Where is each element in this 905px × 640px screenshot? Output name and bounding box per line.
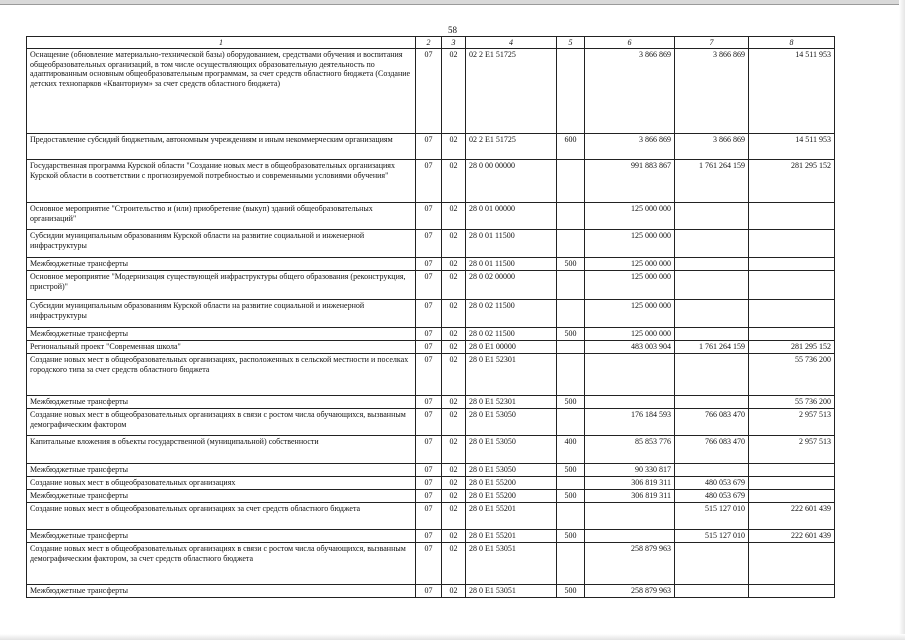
row-subsection: 02 (442, 203, 466, 230)
row-target-code: 28 0 E1 00000 (466, 341, 557, 354)
row-amount-col8: 281 295 152 (749, 160, 835, 203)
row-name: Основное мероприятие "Строительство и (или) приобретение (выкуп) зданий общеобразовательных организаций" (27, 203, 416, 230)
row-amount-col8: 281 295 152 (749, 341, 835, 354)
row-section: 07 (416, 230, 442, 258)
table-row (27, 341, 835, 354)
table-row (27, 271, 835, 300)
row-amount-col8 (749, 300, 835, 328)
row-expense-type: 500 (557, 585, 585, 598)
row-amount-col6: 125 000 000 (585, 271, 675, 300)
row-amount-col7: 515 127 010 (675, 503, 749, 530)
row-expense-type: 500 (557, 530, 585, 543)
row-name: Создание новых мест в общеобразовательных организациях (27, 477, 416, 490)
row-amount-col7: 480 053 679 (675, 477, 749, 490)
row-target-code: 28 0 E1 52301 (466, 396, 557, 409)
row-target-code: 02 2 E1 51725 (466, 134, 557, 160)
row-expense-type (557, 409, 585, 436)
row-section: 07 (416, 271, 442, 300)
row-name: Основное мероприятие "Модернизация существующей инфраструктуры общего образования (реконструкция, пристрой)" (27, 271, 416, 300)
row-amount-col6: 306 819 311 (585, 490, 675, 503)
row-section: 07 (416, 477, 442, 490)
row-section: 07 (416, 134, 442, 160)
row-subsection: 02 (442, 464, 466, 477)
row-amount-col8 (749, 477, 835, 490)
row-name: Субсидии муниципальным образованиям Курской области на развитие социальной и инженерной инфраструктуры (27, 300, 416, 328)
row-amount-col7 (675, 258, 749, 271)
row-target-code: 28 0 01 11500 (466, 230, 557, 258)
table-row (27, 354, 835, 396)
row-amount-col7 (675, 271, 749, 300)
row-amount-col6: 3 866 869 (585, 134, 675, 160)
row-subsection: 02 (442, 503, 466, 530)
row-target-code: 28 0 00 00000 (466, 160, 557, 203)
row-target-code: 28 0 E1 53051 (466, 543, 557, 585)
row-section: 07 (416, 203, 442, 230)
row-amount-col7 (675, 396, 749, 409)
row-expense-type (557, 354, 585, 396)
table-row (27, 230, 835, 258)
row-amount-col8: 14 511 953 (749, 49, 835, 134)
row-amount-col6: 306 819 311 (585, 477, 675, 490)
row-amount-col8: 222 601 439 (749, 503, 835, 530)
row-name: Создание новых мест в общеобразовательных организациях в связи с ростом числа обучающихся, вызванным демографическим фактором, за счет средств областного бюджета (27, 543, 416, 585)
page-number: 58 (448, 25, 457, 35)
row-amount-col8: 55 736 200 (749, 396, 835, 409)
row-amount-col7: 3 866 869 (675, 49, 749, 134)
row-amount-col6 (585, 530, 675, 543)
row-expense-type (557, 503, 585, 530)
row-amount-col8 (749, 490, 835, 503)
row-section: 07 (416, 490, 442, 503)
table-row (27, 396, 835, 409)
row-target-code: 02 2 E1 51725 (466, 49, 557, 134)
row-section: 07 (416, 530, 442, 543)
row-amount-col7 (675, 543, 749, 585)
row-section: 07 (416, 328, 442, 341)
table-row (27, 585, 835, 598)
table-row (27, 203, 835, 230)
row-target-code: 28 0 E1 53050 (466, 436, 557, 464)
row-amount-col8 (749, 585, 835, 598)
table-row (27, 436, 835, 464)
header-col-4: 4 (466, 37, 557, 49)
row-amount-col6: 85 853 776 (585, 436, 675, 464)
row-amount-col7: 515 127 010 (675, 530, 749, 543)
row-target-code: 28 0 E1 55201 (466, 530, 557, 543)
row-name: Создание новых мест в общеобразовательных организациях, расположенных в сельской местности и поселках городского типа за счет средств областного бюджета (27, 354, 416, 396)
row-section: 07 (416, 396, 442, 409)
row-subsection: 02 (442, 49, 466, 134)
row-expense-type: 600 (557, 134, 585, 160)
row-amount-col8 (749, 464, 835, 477)
row-amount-col7 (675, 300, 749, 328)
row-subsection: 02 (442, 490, 466, 503)
header-col-8: 8 (749, 37, 835, 49)
table-row (27, 409, 835, 436)
row-subsection: 02 (442, 258, 466, 271)
row-name: Межбюджетные трансферты (27, 530, 416, 543)
row-section: 07 (416, 160, 442, 203)
row-amount-col7 (675, 328, 749, 341)
row-section: 07 (416, 436, 442, 464)
row-expense-type (557, 160, 585, 203)
header-col-1: 1 (27, 37, 416, 49)
table-row (27, 300, 835, 328)
row-expense-type: 500 (557, 464, 585, 477)
row-amount-col8 (749, 258, 835, 271)
row-target-code: 28 0 01 00000 (466, 203, 557, 230)
row-amount-col8: 2 957 513 (749, 409, 835, 436)
row-target-code: 28 0 02 00000 (466, 271, 557, 300)
row-subsection: 02 (442, 341, 466, 354)
row-name: Создание новых мест в общеобразовательных организациях за счет средств областного бюджета (27, 503, 416, 530)
row-amount-col7 (675, 585, 749, 598)
row-amount-col6 (585, 503, 675, 530)
row-subsection: 02 (442, 409, 466, 436)
row-amount-col8 (749, 203, 835, 230)
row-amount-col7: 480 053 679 (675, 490, 749, 503)
row-name: Создание новых мест в общеобразовательных организациях в связи с ростом числа обучающихся, вызванным демографическим фактором (27, 409, 416, 436)
row-subsection: 02 (442, 160, 466, 203)
table-row (27, 490, 835, 503)
row-amount-col7: 766 083 470 (675, 436, 749, 464)
row-amount-col6: 258 879 963 (585, 543, 675, 585)
header-col-7: 7 (675, 37, 749, 49)
row-target-code: 28 0 E1 53050 (466, 409, 557, 436)
row-name: Межбюджетные трансферты (27, 258, 416, 271)
row-amount-col8: 55 736 200 (749, 354, 835, 396)
row-name: Государственная программа Курской области "Создание новых мест в общеобразовательных организациях Курской области в соответствии с прогнозируемой потребностью и современными условиями обучения" (27, 160, 416, 203)
row-name: Межбюджетные трансферты (27, 396, 416, 409)
row-amount-col6: 991 883 867 (585, 160, 675, 203)
row-amount-col6: 176 184 593 (585, 409, 675, 436)
row-amount-col8: 222 601 439 (749, 530, 835, 543)
row-amount-col8: 2 957 513 (749, 436, 835, 464)
table-row (27, 464, 835, 477)
row-amount-col6: 125 000 000 (585, 300, 675, 328)
header-col-6: 6 (585, 37, 675, 49)
row-amount-col6: 125 000 000 (585, 230, 675, 258)
row-section: 07 (416, 585, 442, 598)
scan-bottom-edge (0, 634, 905, 640)
row-expense-type: 500 (557, 258, 585, 271)
row-expense-type (557, 300, 585, 328)
header-col-5: 5 (557, 37, 585, 49)
row-section: 07 (416, 543, 442, 585)
row-amount-col6: 483 003 904 (585, 341, 675, 354)
row-amount-col7 (675, 464, 749, 477)
row-subsection: 02 (442, 134, 466, 160)
row-target-code: 28 0 E1 55201 (466, 503, 557, 530)
row-expense-type (557, 477, 585, 490)
row-expense-type (557, 543, 585, 585)
row-expense-type (557, 271, 585, 300)
budget-table (26, 36, 835, 598)
row-target-code: 28 0 E1 53050 (466, 464, 557, 477)
row-expense-type: 500 (557, 328, 585, 341)
row-amount-col8: 14 511 953 (749, 134, 835, 160)
row-name: Региональный проект "Современная школа" (27, 341, 416, 354)
table-row (27, 543, 835, 585)
row-target-code: 28 0 E1 55200 (466, 490, 557, 503)
row-section: 07 (416, 354, 442, 396)
scan-top-line (0, 4, 905, 5)
row-subsection: 02 (442, 328, 466, 341)
row-amount-col7 (675, 203, 749, 230)
row-name: Предоставление субсидий бюджетным, автономным учреждениям и иным некоммерческим организациям (27, 134, 416, 160)
row-amount-col8 (749, 230, 835, 258)
row-name: Межбюджетные трансферты (27, 328, 416, 341)
row-name: Межбюджетные трансферты (27, 464, 416, 477)
header-col-2: 2 (416, 37, 442, 49)
table-row (27, 160, 835, 203)
table-row (27, 477, 835, 490)
row-amount-col8 (749, 543, 835, 585)
table-header-row (27, 37, 835, 49)
row-target-code: 28 0 01 11500 (466, 258, 557, 271)
row-amount-col8 (749, 328, 835, 341)
row-subsection: 02 (442, 585, 466, 598)
row-subsection: 02 (442, 543, 466, 585)
row-amount-col6: 90 330 817 (585, 464, 675, 477)
row-amount-col7: 766 083 470 (675, 409, 749, 436)
row-target-code: 28 0 02 11500 (466, 300, 557, 328)
row-subsection: 02 (442, 396, 466, 409)
table-row (27, 258, 835, 271)
row-amount-col6: 125 000 000 (585, 203, 675, 230)
row-expense-type: 500 (557, 490, 585, 503)
row-amount-col6 (585, 396, 675, 409)
table-row (27, 134, 835, 160)
row-target-code: 28 0 E1 52301 (466, 354, 557, 396)
row-amount-col6: 125 000 000 (585, 258, 675, 271)
header-col-3: 3 (442, 37, 466, 49)
row-subsection: 02 (442, 530, 466, 543)
row-section: 07 (416, 300, 442, 328)
row-target-code: 28 0 02 11500 (466, 328, 557, 341)
row-section: 07 (416, 503, 442, 530)
row-name: Оснащение (обновление материально-технической базы) оборудованием, средствами обучения и воспитания общеобразовательных организаций, в том числе осуществляющих образовательную деятельность по адаптированным основным общеобразовательным программам, за счет средств областного бюджета (Создание детских технопарков «Кванториум» за счет средств областного бюджета) (27, 49, 416, 134)
row-subsection: 02 (442, 436, 466, 464)
row-amount-col7 (675, 354, 749, 396)
row-expense-type (557, 341, 585, 354)
row-amount-col6 (585, 354, 675, 396)
row-name: Капитальные вложения в объекты государственной (муниципальной) собственности (27, 436, 416, 464)
row-section: 07 (416, 341, 442, 354)
row-target-code: 28 0 E1 55200 (466, 477, 557, 490)
row-section: 07 (416, 464, 442, 477)
table-row (27, 49, 835, 134)
row-expense-type: 400 (557, 436, 585, 464)
row-section: 07 (416, 49, 442, 134)
row-name: Межбюджетные трансферты (27, 490, 416, 503)
table-row (27, 530, 835, 543)
row-subsection: 02 (442, 300, 466, 328)
row-amount-col6: 258 879 963 (585, 585, 675, 598)
row-expense-type (557, 230, 585, 258)
scan-right-edge (899, 0, 905, 640)
table-row (27, 503, 835, 530)
row-subsection: 02 (442, 271, 466, 300)
row-amount-col8 (749, 271, 835, 300)
row-amount-col7: 1 761 264 159 (675, 341, 749, 354)
row-name: Субсидии муниципальным образованиям Курской области на развитие социальной и инженерной инфраструктуры (27, 230, 416, 258)
row-amount-col7: 3 866 869 (675, 134, 749, 160)
row-amount-col6: 3 866 869 (585, 49, 675, 134)
row-subsection: 02 (442, 230, 466, 258)
row-expense-type (557, 203, 585, 230)
row-amount-col7 (675, 230, 749, 258)
row-name: Межбюджетные трансферты (27, 585, 416, 598)
row-expense-type (557, 49, 585, 134)
row-subsection: 02 (442, 354, 466, 396)
row-amount-col6: 125 000 000 (585, 328, 675, 341)
row-section: 07 (416, 258, 442, 271)
row-amount-col7: 1 761 264 159 (675, 160, 749, 203)
row-section: 07 (416, 409, 442, 436)
row-target-code: 28 0 E1 53051 (466, 585, 557, 598)
table-row (27, 328, 835, 341)
row-subsection: 02 (442, 477, 466, 490)
row-expense-type: 500 (557, 396, 585, 409)
